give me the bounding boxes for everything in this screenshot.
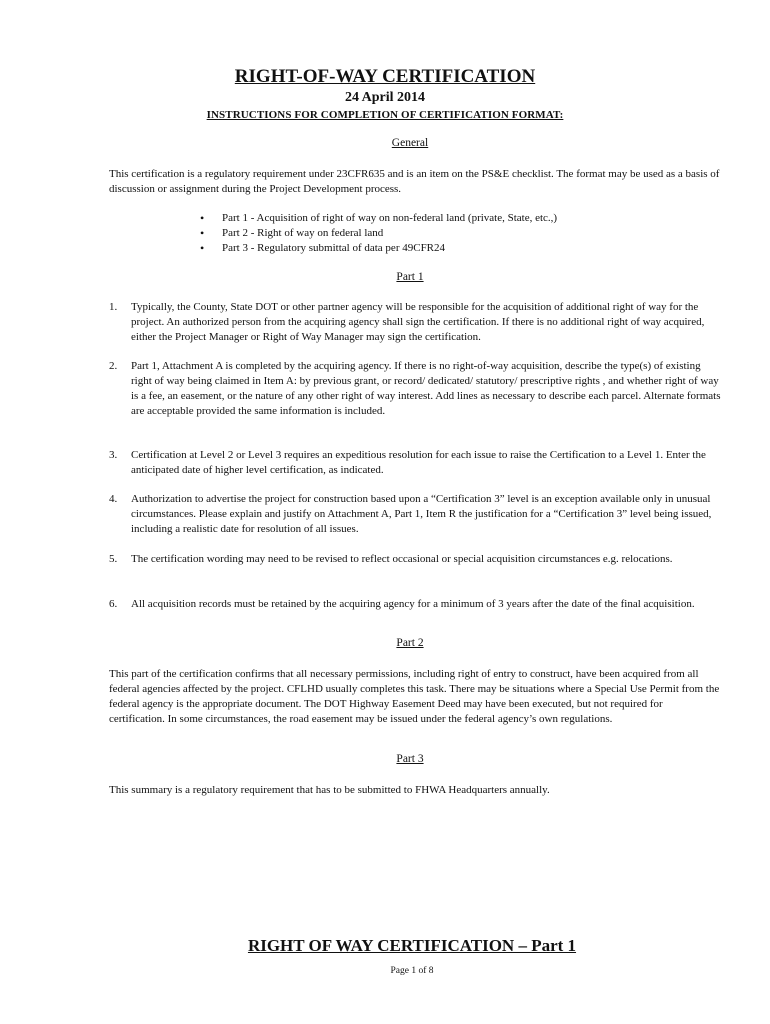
- part1-item-6: 6. All acquisition records must be retained by the acquiring agency for a minimum of 3 years after the date of the final acquisition.: [109, 598, 695, 610]
- document-date: 24 April 2014: [344, 90, 426, 105]
- part1-item-4: 4. Authorization to advertise the project for construction based upon a “Certification 3” level is an exception available only in unusual circumstances. Please explain and justify on Attachment A, Part 1, Item R the justification for a “Certification 3” level being issued, including a realistic date for resolution of all issues.: [109, 493, 712, 535]
- part1-item-2: 2. Part 1, Attachment A is completed by the acquiring agency. If there is no right-of-way acquisition, describe the type(s) of existing right of way being claimed in Item A: by previous grant, or record/ dedicated/ statutory/ prescriptive rights , and whether right of way is a fee, an easement, or the nature of any other right of way interest. Add lines as necessary to describe each parcel. Alternate formats are acceptable provided the same information is included.: [109, 360, 721, 417]
- part1-heading: Part 1: [396, 271, 424, 283]
- part2-text: This part of the certification confirms that all necessary permissions, including right of entry to construct, have been acquired from all federal agencies affected by the project. CFLHD usually completes this task. There may be situations where a Special Use Permit from the federal agency is the appropriate document. The DOT Highway Easement Deed may have been executed, but not required for certification. In some circumstances, the road easement may be issued under the federal agency’s own regulations.: [109, 668, 720, 725]
- part1-item-5: 5. The certification wording may need to be revised to reflect occasional or special acquisition circumstances e.g. relocations.: [109, 553, 673, 565]
- bullet-icon: •: [200, 226, 205, 240]
- bullet-item: • Part 1 - Acquisition of right of way on non-federal land (private, State, etc.,): [200, 211, 558, 225]
- general-intro: This certification is a regulatory requirement under 23CFR635 and is an item on the PS&E checklist. The format may be used as a basis of discussion or assignment during the Project Development process.: [109, 168, 720, 195]
- part3-heading: Part 3: [396, 753, 424, 765]
- document-title: RIGHT-OF-WAY CERTIFICATION: [234, 66, 536, 87]
- part1-item-3: 3. Certification at Level 2 or Level 3 requires an expeditious resolution for each issue to raise the Certification to a Level 1. Enter the anticipated date of higher level certification, as indicated.: [109, 449, 706, 476]
- general-heading: General: [391, 137, 429, 149]
- bullet-icon: •: [200, 211, 205, 225]
- instructions-heading: INSTRUCTIONS FOR COMPLETION OF CERTIFICATION FORMAT:: [206, 109, 564, 121]
- part2-heading: Part 2: [396, 637, 424, 649]
- page-number: Page 1 of 8: [390, 966, 434, 976]
- next-section-title: RIGHT OF WAY CERTIFICATION – Part 1: [247, 936, 577, 955]
- bullet-icon: •: [200, 241, 205, 255]
- part1-item-1: 1. Typically, the County, State DOT or other partner agency will be responsible for the acquisition of additional right of way for the project. An authorized person from the acquiring agency shall sign the certification. If there is no additional right of way acquired, either the Project Manager or Right of Way Manager may sign the certification.: [109, 301, 705, 343]
- bullet-item: • Part 2 - Right of way on federal land: [200, 226, 384, 240]
- bullet-item: • Part 3 - Regulatory submittal of data per 49CFR24: [200, 241, 446, 255]
- part3-text: This summary is a regulatory requirement that has to be submitted to FHWA Headquarters annually.: [109, 784, 550, 796]
- parts-bullet-list: [200, 211, 557, 256]
